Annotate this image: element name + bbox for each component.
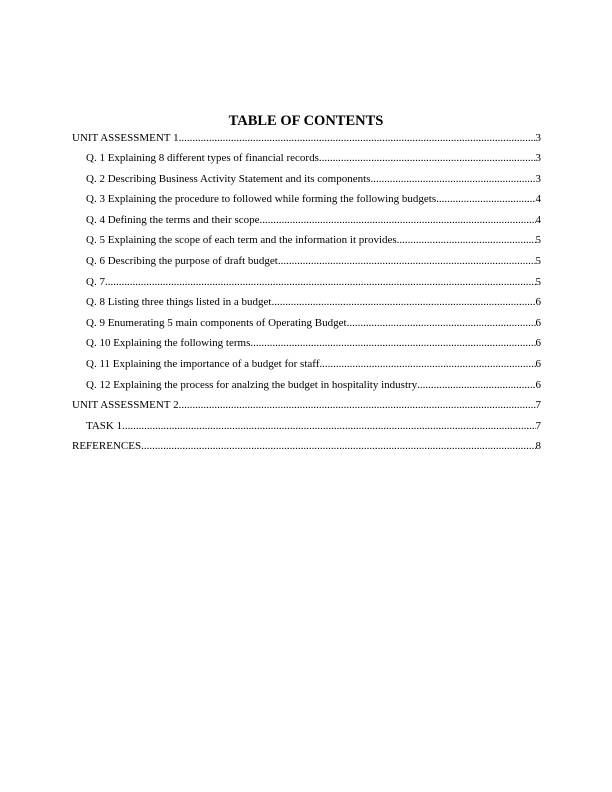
toc-entry-label: TASK 1	[86, 419, 123, 432]
toc-entry-label: Q. 7	[86, 275, 105, 288]
dot-leader	[436, 192, 535, 206]
toc-entry-label: Q. 8 Listing three things listed in a budget	[86, 296, 272, 309]
toc-entry-label: REFERENCES	[72, 440, 142, 453]
toc-entry[interactable]	[72, 233, 541, 254]
toc-entry[interactable]	[72, 131, 541, 151]
toc-entry-page: 5	[535, 234, 541, 247]
toc-entry-page: 7	[535, 399, 541, 412]
toc-entry-page: 4	[535, 193, 541, 206]
dot-leader	[179, 131, 536, 145]
toc-entry-page: 3	[535, 132, 541, 144]
dot-leader	[347, 316, 536, 330]
table-of-contents	[72, 131, 541, 460]
toc-entry-page: 6	[535, 296, 541, 309]
toc-entry-page: 6	[535, 316, 541, 329]
dot-leader	[417, 378, 535, 392]
toc-entry[interactable]	[72, 275, 541, 296]
toc-entry-label: Q. 9 Enumerating 5 main components of Operating Budget	[86, 316, 347, 329]
toc-entry-page: 6	[535, 378, 541, 391]
toc-entry[interactable]	[72, 419, 541, 440]
toc-entry-page: 8	[535, 440, 541, 453]
toc-entry-label: Q. 12 Explaining the process for analzing the budget in hospitality industry	[86, 378, 418, 391]
dot-leader	[271, 295, 535, 309]
toc-entry-label: Q. 10 Explaining the following terms	[86, 337, 251, 350]
toc-entry[interactable]	[72, 398, 541, 419]
toc-entry-page: 6	[535, 337, 541, 350]
toc-title: TABLE OF CONTENTS	[228, 113, 384, 129]
toc-entry-page: 4	[535, 213, 541, 226]
dot-leader	[370, 172, 535, 186]
toc-entry-label: Q. 4 Defining the terms and their scope	[86, 213, 260, 226]
toc-entry-page: 5	[535, 275, 541, 288]
toc-entry-label: Q. 1 Explaining 8 different types of financial records	[86, 152, 319, 164]
dot-leader	[105, 275, 536, 289]
dot-leader	[278, 254, 536, 268]
toc-entry-label: UNIT ASSESSMENT 1	[72, 132, 179, 144]
dot-leader	[250, 336, 535, 350]
toc-entry[interactable]	[72, 295, 541, 316]
dot-leader	[179, 398, 536, 412]
toc-entry[interactable]	[72, 316, 541, 337]
toc-entry-page: 3	[535, 172, 541, 185]
toc-entry[interactable]	[72, 254, 541, 275]
toc-entry-page: 7	[535, 419, 541, 432]
toc-entry-page: 3	[535, 152, 541, 164]
toc-entry[interactable]	[72, 172, 541, 193]
toc-entry-label: Q. 3 Explaining the procedure to followed while forming the following budgets	[86, 193, 437, 206]
toc-entry-label: Q. 5 Explaining the scope of each term and the information it provides	[86, 234, 397, 247]
toc-entry[interactable]	[72, 213, 541, 234]
toc-entry[interactable]	[72, 336, 541, 357]
dot-leader	[260, 213, 536, 227]
dot-leader	[141, 439, 535, 453]
toc-entry[interactable]	[72, 378, 541, 399]
dot-leader	[319, 151, 536, 165]
toc-entry[interactable]	[72, 439, 541, 460]
toc-entry[interactable]	[72, 357, 541, 378]
toc-entry-page: 5	[535, 254, 541, 267]
dot-leader	[122, 419, 535, 433]
toc-entry-label: Q. 6 Describing the purpose of draft budget	[86, 254, 278, 267]
toc-entry-label: UNIT ASSESSMENT 2	[72, 399, 179, 412]
dot-leader	[397, 233, 536, 247]
dot-leader	[319, 357, 535, 371]
toc-entry-page: 6	[535, 357, 541, 370]
toc-entry[interactable]	[72, 192, 541, 213]
toc-entry-label: Q. 11 Explaining the importance of a budget for staff	[86, 357, 320, 370]
toc-entry[interactable]	[72, 151, 541, 172]
toc-entry-label: Q. 2 Describing Business Activity Statement and its components	[86, 172, 371, 185]
